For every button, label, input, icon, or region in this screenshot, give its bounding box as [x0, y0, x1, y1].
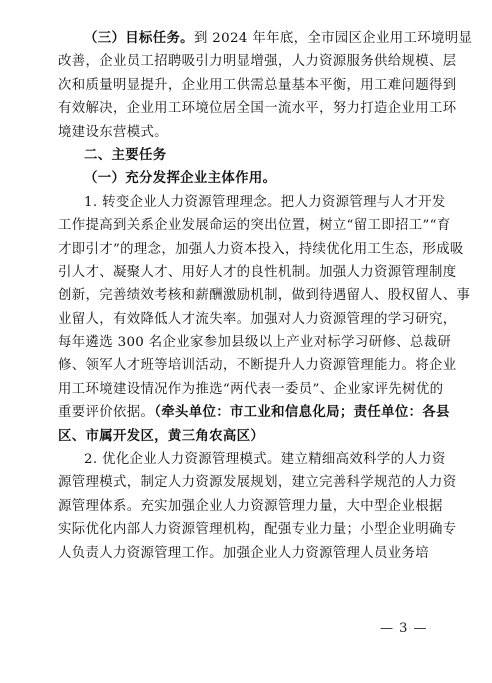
page-number: — 3 — — [380, 621, 428, 636]
text-line — [58, 50, 457, 73]
text-line — [58, 448, 444, 471]
bold-text: （一）充分发挥企业主体作用。 — [84, 170, 277, 187]
text-segment: 2. 优化企业人力资源管理模式。建立精细高效科学的人力资 — [84, 452, 446, 468]
bold-text: （三）目标任务。 — [84, 30, 194, 46]
text-segment: 实际优化内部人力资源管理机构，配强专业力量；小型企业明确专 — [58, 522, 457, 538]
bold-text: （牵头单位：市工业和信息化局；责任单位：各县 — [154, 404, 450, 421]
text-segment: 创新，完善绩效考核和薪酬激励机制，做到待遇留人、股权留人、事 — [58, 288, 471, 304]
text-segment: 境建设东营模式。 — [58, 124, 168, 140]
text-line — [58, 354, 457, 377]
text-segment: 人负责人力资源管理工作。加强企业人力资源管理人员业务培 — [58, 545, 429, 561]
document-body — [58, 27, 473, 565]
text-line — [58, 518, 457, 541]
text-line — [58, 284, 471, 307]
text-segment: 业留人，有效降低人才流失率。加强对人力资源管理的学习研究， — [58, 311, 457, 327]
text-segment: 修、领军人才班等培训活动，不断提升人力资源管理能力。将企业 — [58, 358, 457, 374]
text-line — [58, 167, 444, 190]
text-line — [58, 542, 444, 565]
text-line — [58, 214, 451, 237]
text-segment: 二、主要任务 — [84, 147, 167, 163]
text-line — [58, 261, 457, 284]
text-segment: 到 2024 年年底，全市园区企业用工环境明显 — [193, 31, 473, 46]
text-line — [58, 331, 452, 354]
section-heading — [58, 144, 444, 167]
text-segment: 每年遴选 300 名企业家参加县级以上产业对标学习研修、总裁研 — [58, 335, 452, 351]
text-line — [58, 97, 457, 120]
text-line — [58, 425, 444, 448]
text-line — [58, 495, 444, 518]
text-segment: 才即引才”的理念，加强人力资本投入，持续优化用工生态，形成吸 — [58, 241, 464, 257]
text-segment: 有效解决，企业用工环境位居全国一流水平，努力打造企业用工环 — [58, 101, 457, 117]
text-line — [58, 238, 464, 261]
text-line — [58, 308, 457, 331]
text-line — [58, 121, 444, 144]
text-segment: 改善，企业员工招聘吸引力明显增强，人力资源服务供给规模、层 — [58, 54, 457, 70]
text-segment: 引人才、凝聚人才、用好人才的良性机制。加强人力资源管理制度 — [58, 264, 457, 280]
text-segment: 源管理体系。充实加强企业人力资源管理力量，大中型企业根据 — [58, 498, 443, 514]
text-segment: 工作提高到关系企业发展命运的突出位置，树立“留工即招工”“育 — [58, 218, 451, 234]
text-line — [58, 471, 457, 494]
text-line — [58, 191, 444, 214]
text-line — [58, 401, 450, 424]
text-segment: 次和质量明显提升，企业用工供需总量基本平衡，用工难问题得到 — [58, 77, 457, 93]
text-line — [58, 27, 473, 50]
text-line — [58, 74, 457, 97]
text-segment: 用工环境建设情况作为推选“两代表一委员”、企业家评先树优的 — [58, 381, 444, 397]
text-segment: 源管理模式，制定人力资源发展规划，建立完善科学规范的人力资 — [58, 475, 457, 491]
text-segment: 1. 转变企业人力资源管理理念。把人力资源管理与人才开发 — [84, 194, 446, 210]
bold-text: 区、市属开发区，黄三角农高区） — [58, 427, 265, 444]
text-segment: 重要评价依据。 — [58, 405, 155, 421]
text-line — [58, 378, 444, 401]
